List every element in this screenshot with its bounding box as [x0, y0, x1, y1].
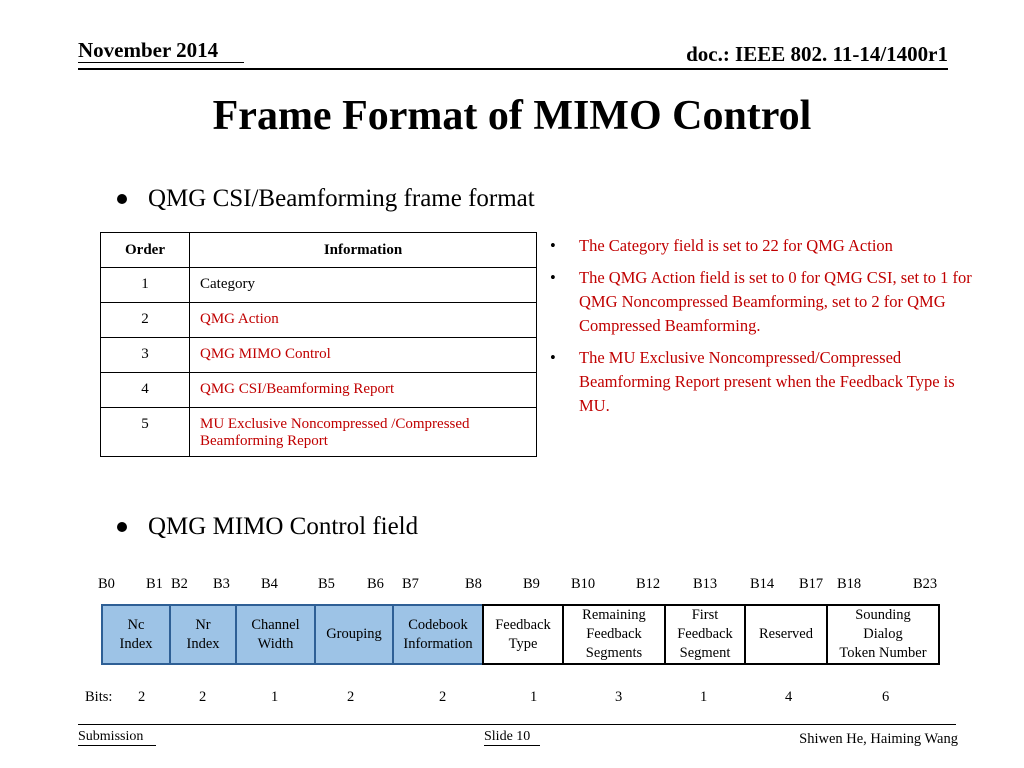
- table-cell-order: 1: [101, 268, 190, 303]
- bit-size: 2: [199, 689, 207, 705]
- table-header-information: Information: [190, 233, 537, 268]
- note-item: • The QMG Action field is set to 0 for QMG CSI, set to 1 for QMG Noncompressed Beamforming, set to 2 for QMG Compressed Beamforming.: [550, 266, 980, 338]
- notes-list: [550, 234, 980, 426]
- field-codebook-information: Codebook Information: [392, 604, 484, 665]
- header-date-underline: [78, 62, 244, 63]
- bit-label: B10: [571, 576, 596, 592]
- bullet-frame-format: [117, 185, 535, 213]
- field-grouping: Grouping: [314, 604, 394, 665]
- bit-label: B7: [402, 576, 419, 592]
- bit-label: B2: [171, 576, 188, 592]
- table-header-row: [101, 233, 537, 268]
- table-row: [101, 268, 537, 303]
- bit-size: 3: [615, 689, 623, 705]
- field-remaining-feedback-segments: Remaining Feedback Segments: [562, 604, 666, 665]
- bit-label: B13: [693, 576, 718, 592]
- field-first-feedback-segment: First Feedback Segment: [664, 604, 746, 665]
- table-row: [101, 303, 537, 338]
- bit-label: B23: [913, 576, 938, 592]
- header-date: November 2014: [78, 38, 219, 62]
- table-cell-order: 3: [101, 338, 190, 373]
- table-row: [101, 408, 537, 457]
- table-cell-info: QMG MIMO Control: [190, 338, 537, 373]
- bit-label: B8: [465, 576, 482, 592]
- bits-label: Bits:: [85, 689, 113, 705]
- bit-size: 2: [439, 689, 447, 705]
- field-feedback-type: Feedback Type: [482, 604, 564, 665]
- bit-label: B12: [636, 576, 661, 592]
- bit-label: B9: [523, 576, 540, 592]
- footer-submission: Submission: [78, 729, 144, 744]
- bit-label: B4: [261, 576, 278, 592]
- bit-label: B0: [98, 576, 115, 592]
- table-cell-info: Category: [190, 268, 537, 303]
- header-doc-id: doc.: IEEE 802. 11-14/1400r1: [686, 42, 948, 66]
- footer-slide-number: Slide 10: [484, 729, 531, 744]
- bullet-dot: [117, 522, 127, 532]
- table-cell-info: QMG Action: [190, 303, 537, 338]
- footer-divider: [78, 724, 956, 725]
- table-cell-info: QMG CSI/Beamforming Report: [190, 373, 537, 408]
- table-cell-order: 5: [101, 408, 190, 457]
- header-divider: [78, 68, 948, 70]
- footer-slide-underline: [484, 745, 540, 746]
- bullet-text: QMG MIMO Control field: [148, 513, 419, 540]
- bullet-text: QMG CSI/Beamforming frame format: [148, 185, 535, 212]
- table-row: [101, 373, 537, 408]
- field-nr-index: Nr Index: [169, 604, 237, 665]
- table-cell-order: 2: [101, 303, 190, 338]
- bit-label: B3: [213, 576, 230, 592]
- bit-label: B5: [318, 576, 335, 592]
- table-cell-order: 4: [101, 373, 190, 408]
- bullet-mimo-control: [117, 513, 418, 541]
- bit-label: B6: [367, 576, 384, 592]
- bit-label: B17: [799, 576, 824, 592]
- table-header-order: Order: [101, 233, 190, 268]
- slide-title: Frame Format of MIMO Control: [212, 93, 812, 139]
- field-reserved: Reserved: [744, 604, 828, 665]
- order-table: [100, 232, 537, 457]
- footer-authors: Shiwen He, Haiming Wang: [799, 731, 958, 747]
- field-nc-index: Nc Index: [101, 604, 171, 665]
- note-item: • The MU Exclusive Noncompressed/Compressed Beamforming Report present when the Feedback Type is MU.: [550, 346, 980, 418]
- bit-size: 4: [785, 689, 793, 705]
- bit-size: 2: [138, 689, 146, 705]
- footer-submission-underline: [78, 745, 156, 746]
- bit-size: 6: [882, 689, 890, 705]
- field-channel-width: Channel Width: [235, 604, 316, 665]
- bit-label: B18: [837, 576, 862, 592]
- bit-size: 1: [271, 689, 279, 705]
- bit-size: 1: [530, 689, 538, 705]
- mimo-control-field: [101, 604, 938, 665]
- bit-label: B14: [750, 576, 775, 592]
- bit-size: 2: [347, 689, 355, 705]
- bullet-dot: [117, 194, 127, 204]
- table-row: [101, 338, 537, 373]
- bit-label: B1: [146, 576, 163, 592]
- table-cell-info: MU Exclusive Noncompressed /Compressed Beamforming Report: [190, 408, 537, 457]
- field-sounding-dialog-token-number: Sounding Dialog Token Number: [826, 604, 940, 665]
- note-item: • The Category field is set to 22 for QMG Action: [550, 234, 980, 258]
- bit-size: 1: [700, 689, 708, 705]
